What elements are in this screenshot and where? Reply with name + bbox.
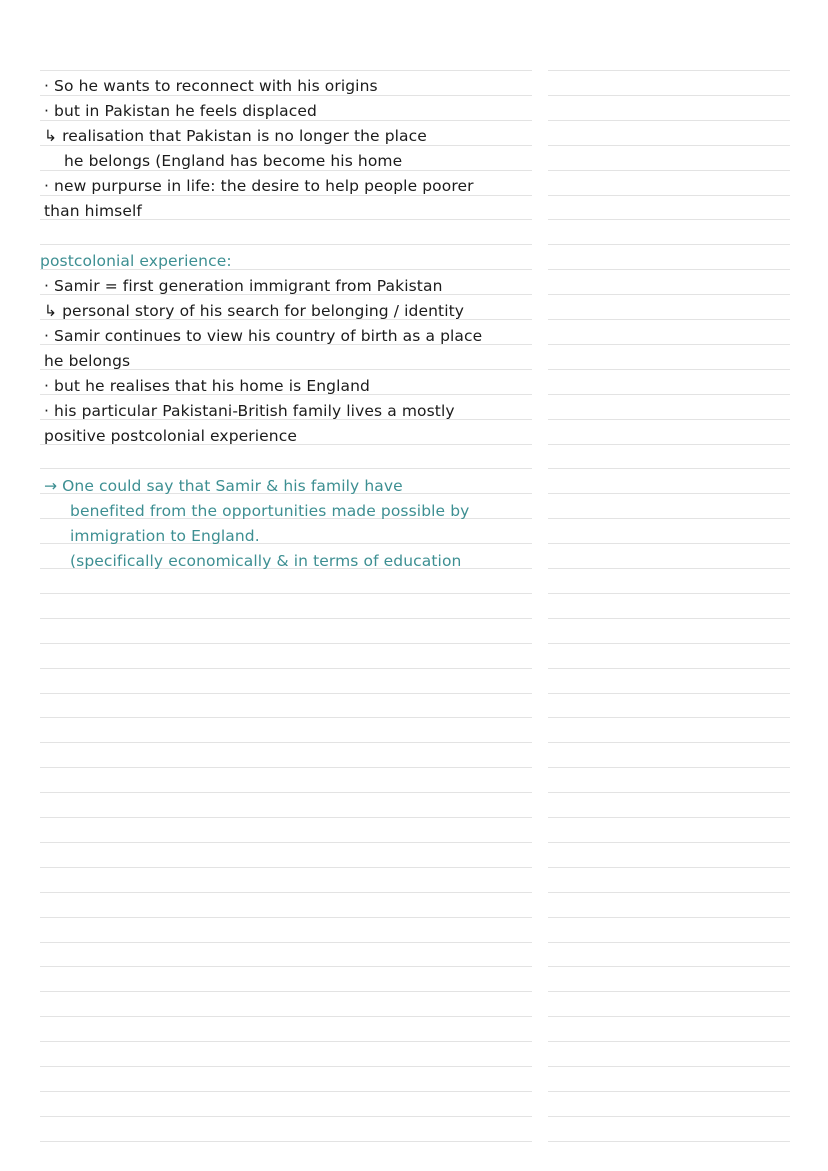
note-line: · but he realises that his home is England xyxy=(44,377,370,395)
note-line: ↳ personal story of his search for belonging / identity xyxy=(44,302,465,320)
note-line: he belongs xyxy=(44,352,131,370)
note-line: · Samir = first generation immigrant from Pakistan xyxy=(44,277,443,295)
section-heading: postcolonial experience: xyxy=(40,252,232,270)
note-line: → One could say that Samir & his family have xyxy=(44,477,403,495)
note-line: ↳ realisation that Pakistan is no longer the place xyxy=(44,127,427,145)
note-line: · but in Pakistan he feels displaced xyxy=(44,102,317,120)
note-line: he belongs (England has become his home xyxy=(64,152,403,170)
note-line: · Samir continues to view his country of birth as a place xyxy=(44,327,483,345)
note-line: than himself xyxy=(44,202,142,220)
note-line: immigration to England. xyxy=(70,527,260,545)
note-line: · new purpurse in life: the desire to help people poorer xyxy=(44,177,474,195)
note-line: (specifically economically & in terms of education xyxy=(70,552,462,570)
note-line: · his particular Pakistani-British family lives a mostly xyxy=(44,402,455,420)
note-line: positive postcolonial experience xyxy=(44,427,297,445)
note-line: benefited from the opportunities made possible by xyxy=(70,502,470,520)
note-line: · So he wants to reconnect with his origins xyxy=(44,77,378,95)
